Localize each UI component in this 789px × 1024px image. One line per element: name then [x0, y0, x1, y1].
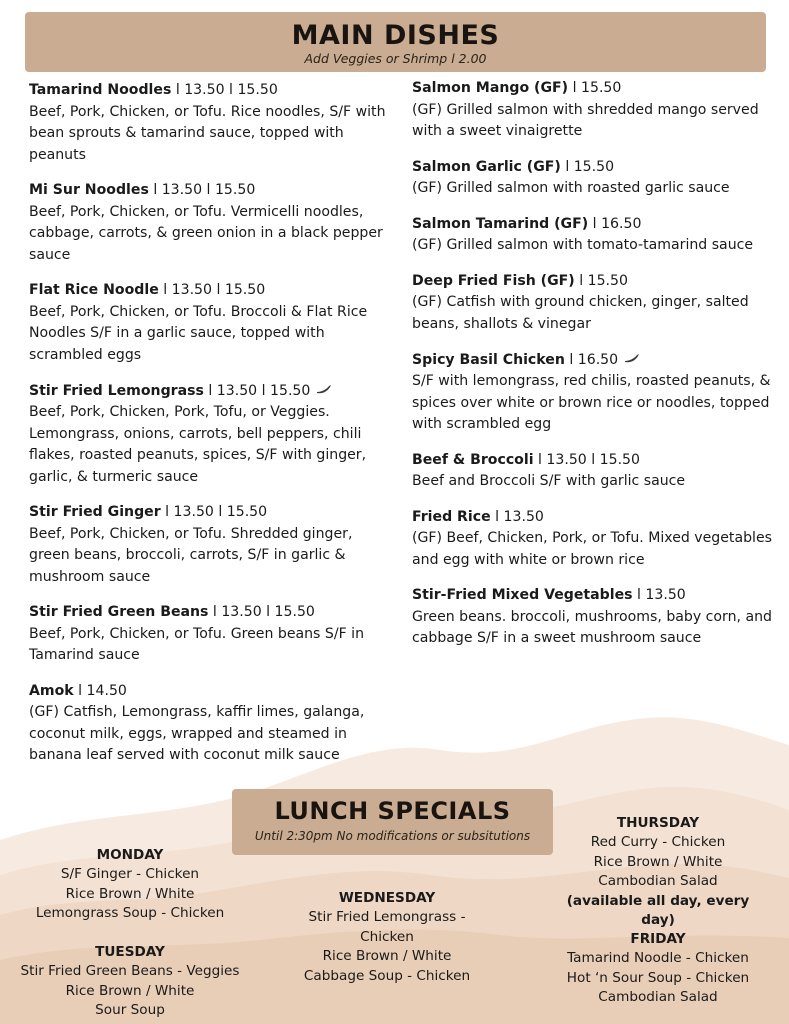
dish-item — [412, 507, 772, 572]
dish-description: Beef, Pork, Chicken, or Tofu. Vermicelli noodles, cabbage, carrots, & green onion in a black pepper sauce — [29, 203, 383, 263]
dish-item — [412, 349, 772, 436]
dish-item — [29, 380, 395, 488]
dish-price: l 13.50 l 15.50 — [160, 504, 268, 521]
dish-name: Flat Rice Noodle — [29, 282, 159, 298]
dish-name: Salmon Tamarind (GF) — [412, 215, 589, 232]
dish-description: Green beans. broccoli, mushrooms, baby corn, and cabbage S/F in a sweet mushroom sauce — [412, 608, 772, 647]
dish-item — [29, 280, 395, 366]
day-line: Stir Fried Green Beans - Veggies — [20, 963, 240, 979]
dish-description: Beef, Pork, Chicken, Pork, Tofu, or Veggies. Lemongrass, onions, carrots, bell peppers, chili flakes, roasted peanuts, spices, S/F with ginger, garlic, & turmeric sauce — [29, 404, 367, 485]
day-name: MONDAY — [96, 847, 164, 863]
dish-description: Beef, Pork, Chicken, or Tofu. Shredded ginger, green beans, broccoli, carrots, S/F in garlic & mushroom sauce — [29, 525, 353, 585]
dish-name: Fried Rice — [412, 508, 491, 525]
day-line: Cabbage Soup - Chicken — [303, 967, 471, 984]
day-line: Red Curry - Chicken — [590, 834, 726, 850]
dish-item — [29, 502, 395, 588]
dish-item — [412, 157, 772, 200]
dish-name: Salmon Mango (GF) — [412, 80, 569, 96]
main-dishes-subtitle: Add Veggies or Shrimp l 2.00 — [304, 51, 487, 66]
dish-name: Deep Fried Fish (GF) — [412, 272, 575, 289]
day-line: Chicken — [360, 928, 414, 945]
lunch-specials-title: LUNCH SPECIALS — [274, 797, 511, 825]
dish-price: l 13.50 l 15.50 — [171, 82, 278, 98]
lunch-specials-banner — [232, 789, 553, 855]
dish-name: Beef & Broccoli — [412, 451, 534, 468]
dish-price: l 13.50 l 15.50 — [208, 604, 315, 621]
dish-price: l 13.50 — [632, 587, 686, 604]
dish-price: l 15.50 — [574, 272, 628, 289]
chili-pepper-icon — [316, 380, 332, 402]
dish-item — [412, 78, 772, 143]
dish-item — [29, 681, 395, 767]
dish-name: Stir-Fried Mixed Vegetables — [412, 587, 633, 604]
lunch-day-monday — [10, 845, 250, 924]
day-name: WEDNESDAY — [338, 890, 436, 906]
dish-item — [29, 602, 395, 667]
dish-description: Beef, Pork, Chicken, or Tofu. Broccoli & Flat Rice Noodles S/F in a garlic sauce, topped with scrambled eggs — [29, 303, 368, 363]
dish-name: Spicy Basil Chicken — [412, 351, 565, 368]
day-line: S/F Ginger - Chicken — [60, 866, 200, 882]
dish-name: Mi Sur Noodles — [29, 182, 149, 198]
day-line: Rice Brown / White — [322, 948, 452, 964]
dish-price: l 15.50 — [560, 158, 615, 175]
lunch-day-wednesday — [282, 888, 492, 986]
dish-price: l 16.50 — [588, 215, 642, 232]
lunch-day-tuesday — [5, 942, 255, 1021]
dish-item — [412, 214, 772, 257]
day-name: TUESDAY — [95, 944, 165, 960]
dish-price: l 13.50 l 15.50 — [533, 451, 640, 468]
dish-item — [412, 271, 772, 336]
day-name: FRIDAY — [630, 931, 686, 947]
dish-name: Amok — [29, 682, 74, 699]
day-name: THURSDAY — [616, 815, 700, 831]
dish-price: l 16.50 — [564, 351, 619, 368]
dishes-column-left — [29, 80, 395, 781]
dish-price: l 14.50 — [73, 682, 127, 699]
availability-note: (available all day, every day) — [566, 892, 750, 928]
dish-item — [412, 450, 772, 493]
dish-description: (GF) Beef, Chicken, Pork, or Tofu. Mixed vegetables and egg with white or brown rice — [412, 530, 772, 568]
day-line: Stir Fried Lemongrass - — [308, 909, 466, 925]
dish-item — [29, 180, 395, 266]
lunch-specials-subtitle: Until 2:30pm No modifications or subsitutions — [254, 829, 531, 843]
chili-pepper-icon — [624, 349, 640, 371]
day-line: Rice Brown / White — [65, 885, 195, 902]
dish-price: l 13.50 l 15.50 — [203, 382, 311, 399]
day-line: Rice Brown / White — [593, 853, 723, 870]
dish-price: l 15.50 — [568, 80, 622, 96]
dish-description: (GF) Catfish, Lemongrass, kaffir limes, galanga, coconut milk, eggs, wrapped and steamed in banana leaf served with coconut milk sauce — [29, 704, 365, 764]
dish-name: Stir Fried Green Beans — [29, 604, 209, 621]
day-line: Cambodian Salad — [598, 873, 718, 889]
day-line: Cambodian Salad — [598, 989, 718, 1005]
dish-name: Stir Fried Ginger — [29, 504, 161, 521]
day-line: Hot ‘n Sour Soup - Chicken — [566, 969, 750, 986]
dish-description: Beef, Pork, Chicken, or Tofu. Rice noodles, S/F with bean sprouts & tamarind sauce, topped with peanuts — [29, 103, 386, 163]
dish-price: l 13.50 — [490, 508, 544, 525]
dish-name: Tamarind Noodles — [29, 82, 172, 98]
dish-description: Beef and Broccoli S/F with garlic sauce — [412, 473, 686, 490]
dish-description: (GF) Grilled salmon with roasted garlic sauce — [412, 180, 730, 196]
day-line: Sour Soup — [95, 1002, 165, 1018]
day-line: Tamarind Noodle - Chicken — [567, 950, 749, 966]
dish-description: S/F with lemongrass, red chilis, roasted peanuts, & spices over white or brown rice or noodles, topped with scrambled egg — [412, 373, 771, 433]
dish-description: Beef, Pork, Chicken, or Tofu. Green beans S/F in Tamarind sauce — [29, 625, 365, 664]
main-dishes-title: MAIN DISHES — [291, 20, 500, 51]
dish-name: Salmon Garlic (GF) — [412, 158, 561, 175]
dish-description: (GF) Catfish with ground chicken, ginger, salted beans, shallots & vinegar — [412, 294, 749, 332]
dishes-column-right — [412, 78, 772, 664]
dish-price: l 13.50 l 15.50 — [148, 182, 256, 198]
dish-description: (GF) Grilled salmon with tomato-tamarind sauce — [412, 237, 754, 253]
main-dishes-banner — [25, 12, 766, 72]
lunch-day-thursday — [548, 813, 768, 931]
dish-description: (GF) Grilled salmon with shredded mango served with a sweet vinaigrette — [412, 101, 759, 139]
dish-item — [29, 80, 395, 166]
day-line: Rice Brown / White — [65, 982, 195, 999]
dish-item — [412, 585, 772, 650]
lunch-day-friday — [548, 929, 768, 1008]
day-line: Lemongrass Soup - Chicken — [35, 905, 225, 921]
dish-price: l 13.50 l 15.50 — [158, 282, 266, 298]
dish-name: Stir Fried Lemongrass — [29, 382, 204, 399]
